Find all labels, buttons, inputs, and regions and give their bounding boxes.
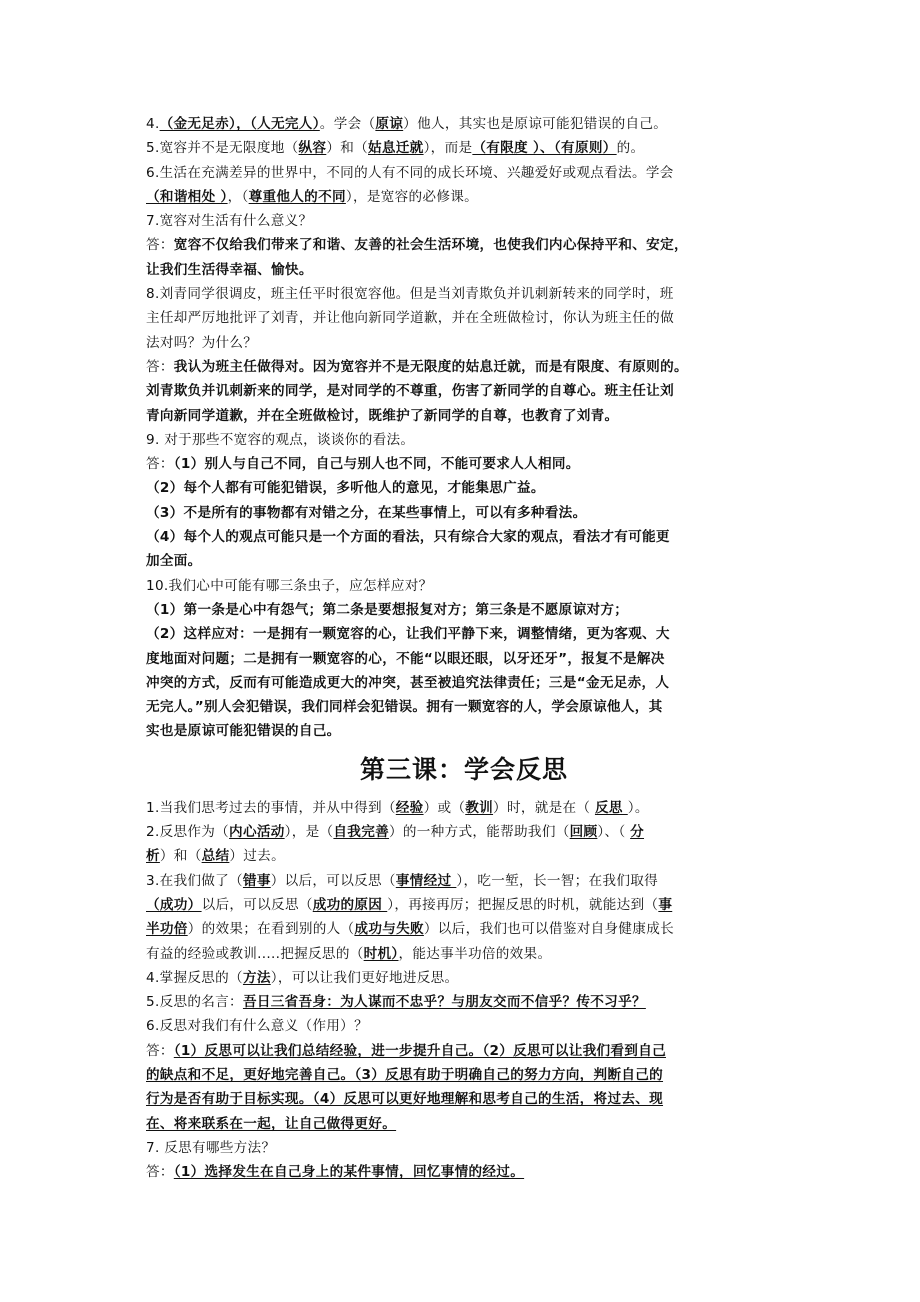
answer-text: 宽容不仅给我们带来了和谐、友善的社会生活环境，也使我们内心保持平和、安定， bbox=[173, 237, 688, 254]
text-line bbox=[146, 647, 782, 671]
text-line bbox=[146, 598, 782, 622]
answer-blank: （1）反思可以让我们总结经验，进一步提升自己。（2）反思可以让我们看到自己 bbox=[173, 1042, 666, 1059]
answer-text: 刘青欺负并讥刺新来的同学，是对同学的不尊重，伤害了新同学的自尊心。班主任让刘 bbox=[146, 383, 674, 400]
text-line bbox=[146, 136, 782, 160]
answer-text: 加全面。 bbox=[146, 553, 202, 570]
answer-blank: 尊重他人的不同 bbox=[248, 188, 346, 205]
text-line bbox=[146, 258, 782, 282]
answer-blank: 自我完善 bbox=[333, 824, 389, 841]
answer-text: 实也是原谅可能犯错误的自己。 bbox=[146, 723, 341, 740]
answer-blank: 错事 bbox=[242, 872, 271, 889]
answer-blank: （和谐相处 ） bbox=[146, 188, 228, 205]
answer-blank: （1）选择发生在自己身上的某件事情，回忆事情的经过。 bbox=[173, 1164, 525, 1181]
answer-blank: 方法 bbox=[242, 969, 271, 986]
text-segment: ）过去。 bbox=[229, 848, 285, 865]
answer-text: 冲突的方式，反而有可能造成更大的冲突，甚至被追究法律责任；三是“金无足赤，人 bbox=[146, 674, 670, 691]
text-segment: ，能达事半功倍的效果。 bbox=[398, 945, 552, 962]
text-line bbox=[146, 622, 782, 646]
answer-text: 度地面对问题；二是拥有一颗宽容的心，不能“以眼还眼，以牙还牙”，报复不是解决 bbox=[146, 650, 665, 667]
text-line bbox=[146, 820, 782, 844]
text-line bbox=[146, 379, 782, 403]
text-segment: ）以后，可以反思（ bbox=[270, 872, 396, 889]
text-segment: ）以后，我们也可以借鉴对自身健康成长 bbox=[423, 921, 674, 938]
lesson-heading: 第三课：学会反思 bbox=[359, 754, 568, 784]
text-segment: 5.反思的名言： bbox=[146, 994, 243, 1011]
answer-blank: 成功的原因 bbox=[312, 896, 388, 913]
text-segment: 8.刘青同学很调皮，班主任平时很宽容他。但是当刘青欺负并讥刺新转来的同学时，班 bbox=[146, 286, 674, 303]
answer-blank: 吾日三省吾身：为人谋而不忠乎？与朋友交而不信乎？传不习乎？ bbox=[242, 994, 646, 1011]
text-line bbox=[146, 476, 782, 500]
answer-text: （1）别人与自己不同，自己与别人也不同，不能可要求人人相同。 bbox=[173, 456, 580, 473]
text-line bbox=[146, 428, 782, 452]
text-segment: 9. 对于那些不宽容的观点，谈谈你的看法。 bbox=[146, 431, 415, 448]
text-segment: ）和（ bbox=[326, 140, 368, 157]
answer-text: （3）不是所有的事物都有对错之分，在某些事情上，可以有多种看法。 bbox=[146, 504, 587, 521]
answer-blank: 经验 bbox=[395, 799, 424, 816]
answer-blank: （成功） bbox=[146, 896, 202, 913]
text-segment: 6.生活在充满差异的世界中，不同的人有不同的成长环境、兴趣爱好或观点看法。学会 bbox=[146, 164, 674, 181]
text-segment: 答： bbox=[146, 456, 174, 473]
text-segment: 1.当我们思考过去的事情，并从中得到（ bbox=[146, 799, 396, 816]
answer-blank: 在、将来联系在一起，让自己做得更好。 bbox=[146, 1115, 397, 1132]
text-segment: 4.掌握反思的（ bbox=[146, 969, 243, 986]
answer-blank: 原谅 bbox=[375, 116, 404, 132]
text-line bbox=[146, 1039, 782, 1063]
section-reflection-qa bbox=[146, 796, 782, 1185]
text-line bbox=[146, 1063, 782, 1087]
text-segment: 7. 反思有哪些方法？ bbox=[146, 1139, 276, 1156]
answer-blank: 时机） bbox=[363, 945, 399, 962]
answer-blank: （有限度 ）、（有原则） bbox=[472, 140, 617, 157]
answer-blank: 姑息迁就 bbox=[368, 140, 424, 157]
text-line bbox=[146, 990, 782, 1014]
text-line bbox=[146, 796, 782, 820]
text-segment: 以后，可以反思（ bbox=[201, 896, 313, 913]
answer-blank: 行为是否有助于目标实现。（4）反思可以更好地理解和思考自己的生活，将过去、现 bbox=[146, 1091, 664, 1108]
text-segment: 的。 bbox=[616, 140, 645, 157]
text-line bbox=[146, 574, 782, 598]
text-segment: 主任却严厉地批评了刘青，并让他向新同学道歉，并在全班做检讨，你认为班主任的做 bbox=[146, 310, 674, 327]
answer-text: （2）这样应对：一是拥有一颗宽容的心，让我们平静下来，调整情绪，更为客观、大 bbox=[146, 626, 670, 643]
text-line bbox=[146, 306, 782, 330]
text-line bbox=[146, 1087, 782, 1111]
text-segment: ）、（ bbox=[597, 824, 631, 841]
text-segment: ），是（ bbox=[284, 824, 334, 841]
text-line bbox=[146, 671, 782, 695]
text-segment: 6.反思对我们有什么意义（作用）？ bbox=[146, 1018, 368, 1035]
text-line bbox=[146, 1136, 782, 1160]
text-segment: ），吃一堑，长一智；在我们取得 bbox=[456, 872, 658, 889]
text-segment: ）的效果；在看到别的人（ bbox=[187, 921, 355, 938]
text-segment: 。学会（ bbox=[319, 116, 376, 132]
text-segment: 法对吗？为什么？ bbox=[146, 334, 258, 351]
text-line bbox=[146, 161, 782, 185]
text-line bbox=[146, 869, 782, 893]
text-segment: 4. bbox=[146, 116, 160, 132]
text-line bbox=[146, 1014, 782, 1038]
answer-blank: 析 bbox=[146, 848, 160, 865]
answer-blank: 事 bbox=[658, 896, 673, 913]
answer-blank: 的缺点和不足，更好地完善自己。（3）反思有助于明确自己的努力方向，判断自己的 bbox=[146, 1066, 664, 1083]
text-segment: 5.宽容并不是无限度地（ bbox=[146, 140, 299, 157]
answer-blank: 事情经过 bbox=[395, 872, 457, 889]
answer-text: 让我们生活得幸福、愉快。 bbox=[146, 261, 313, 278]
text-segment: ）。 bbox=[627, 799, 649, 816]
text-segment: 答： bbox=[146, 1042, 174, 1059]
text-line bbox=[146, 917, 782, 941]
text-line bbox=[146, 331, 782, 355]
text-line bbox=[146, 942, 782, 966]
answer-blank: 回顾 bbox=[569, 824, 598, 841]
answer-text: （4）每个人的观点可能只是一个方面的看法，只有综合大家的观点，看法才有可能更 bbox=[146, 529, 670, 546]
answer-text: （1）第一条是心中有怨气；第二条是要想报复对方；第三条是不愿原谅对方； bbox=[146, 601, 629, 618]
text-line bbox=[146, 549, 782, 573]
text-segment: ）或（ bbox=[423, 799, 466, 816]
text-line bbox=[146, 695, 782, 719]
text-line bbox=[146, 1160, 782, 1184]
document-page bbox=[146, 112, 782, 1184]
answer-blank: 半功倍 bbox=[146, 921, 188, 938]
text-segment: 3.在我们做了（ bbox=[146, 872, 243, 889]
text-segment: ）的一种方式，能帮助我们（ bbox=[388, 824, 570, 841]
text-segment: 10.我们心中可能有哪三条虫子，应怎样应对？ bbox=[146, 577, 433, 594]
text-line bbox=[146, 185, 782, 209]
text-line bbox=[146, 209, 782, 233]
answer-blank: （金无足赤），（人无完人） bbox=[159, 116, 320, 132]
text-line bbox=[146, 404, 782, 428]
text-segment: ）时，就是在（ bbox=[493, 799, 595, 816]
answer-blank: 分 bbox=[630, 824, 645, 841]
text-segment: ，（ bbox=[227, 188, 249, 205]
text-segment: 有益的经验或教训.....把握反思的（ bbox=[146, 945, 364, 962]
answer-blank: 成功与失败 bbox=[354, 921, 424, 938]
text-line bbox=[146, 966, 782, 990]
text-line bbox=[146, 844, 782, 868]
text-segment: 7.宽容对生活有什么意义？ bbox=[146, 213, 313, 230]
answer-blank: 总结 bbox=[201, 848, 230, 865]
text-line bbox=[146, 112, 782, 136]
answer-blank: 反思 bbox=[594, 799, 628, 816]
text-segment: 答： bbox=[146, 358, 174, 375]
text-segment: ）他人，其实也是原谅可能犯错误的自己。 bbox=[403, 116, 668, 132]
answer-blank: 教训 bbox=[465, 799, 494, 816]
text-line bbox=[146, 282, 782, 306]
text-line bbox=[146, 525, 782, 549]
answer-blank: 纵容 bbox=[298, 140, 327, 157]
text-line bbox=[146, 452, 782, 476]
answer-text: 我认为班主任做得对。因为宽容并不是无限度的姑息迁就，而是有限度、有原则的。 bbox=[173, 358, 688, 375]
text-segment: ），是宽容的必修课。 bbox=[345, 188, 479, 205]
text-segment: 2.反思作为（ bbox=[146, 824, 230, 841]
text-segment: ），而是 bbox=[423, 140, 473, 157]
section-tolerance-qa bbox=[146, 112, 782, 744]
text-line bbox=[146, 1112, 782, 1136]
text-segment: ），再接再厉；把握反思的时机，就能达到（ bbox=[387, 896, 659, 913]
text-segment: ），可以让我们更好地进反思。 bbox=[270, 969, 459, 986]
text-segment: ）和（ bbox=[159, 848, 202, 865]
text-line bbox=[146, 501, 782, 525]
text-line bbox=[146, 355, 782, 379]
answer-text: （2）每个人都有可能犯错误，多听他人的意见，才能集思广益。 bbox=[146, 480, 545, 497]
answer-text: 无完人。”别人会犯错误，我们同样会犯错误。拥有一颗宽容的人，学会原谅他人，其 bbox=[146, 699, 663, 716]
text-line bbox=[146, 719, 782, 743]
answer-text: 青向新同学道歉，并在全班做检讨，既维护了新同学的自尊，也教育了刘青。 bbox=[146, 407, 619, 424]
text-segment: 答： bbox=[146, 1164, 174, 1181]
text-line bbox=[146, 233, 782, 257]
answer-blank: 内心活动 bbox=[229, 824, 285, 841]
text-segment: 答： bbox=[146, 237, 174, 254]
text-line bbox=[146, 893, 782, 917]
